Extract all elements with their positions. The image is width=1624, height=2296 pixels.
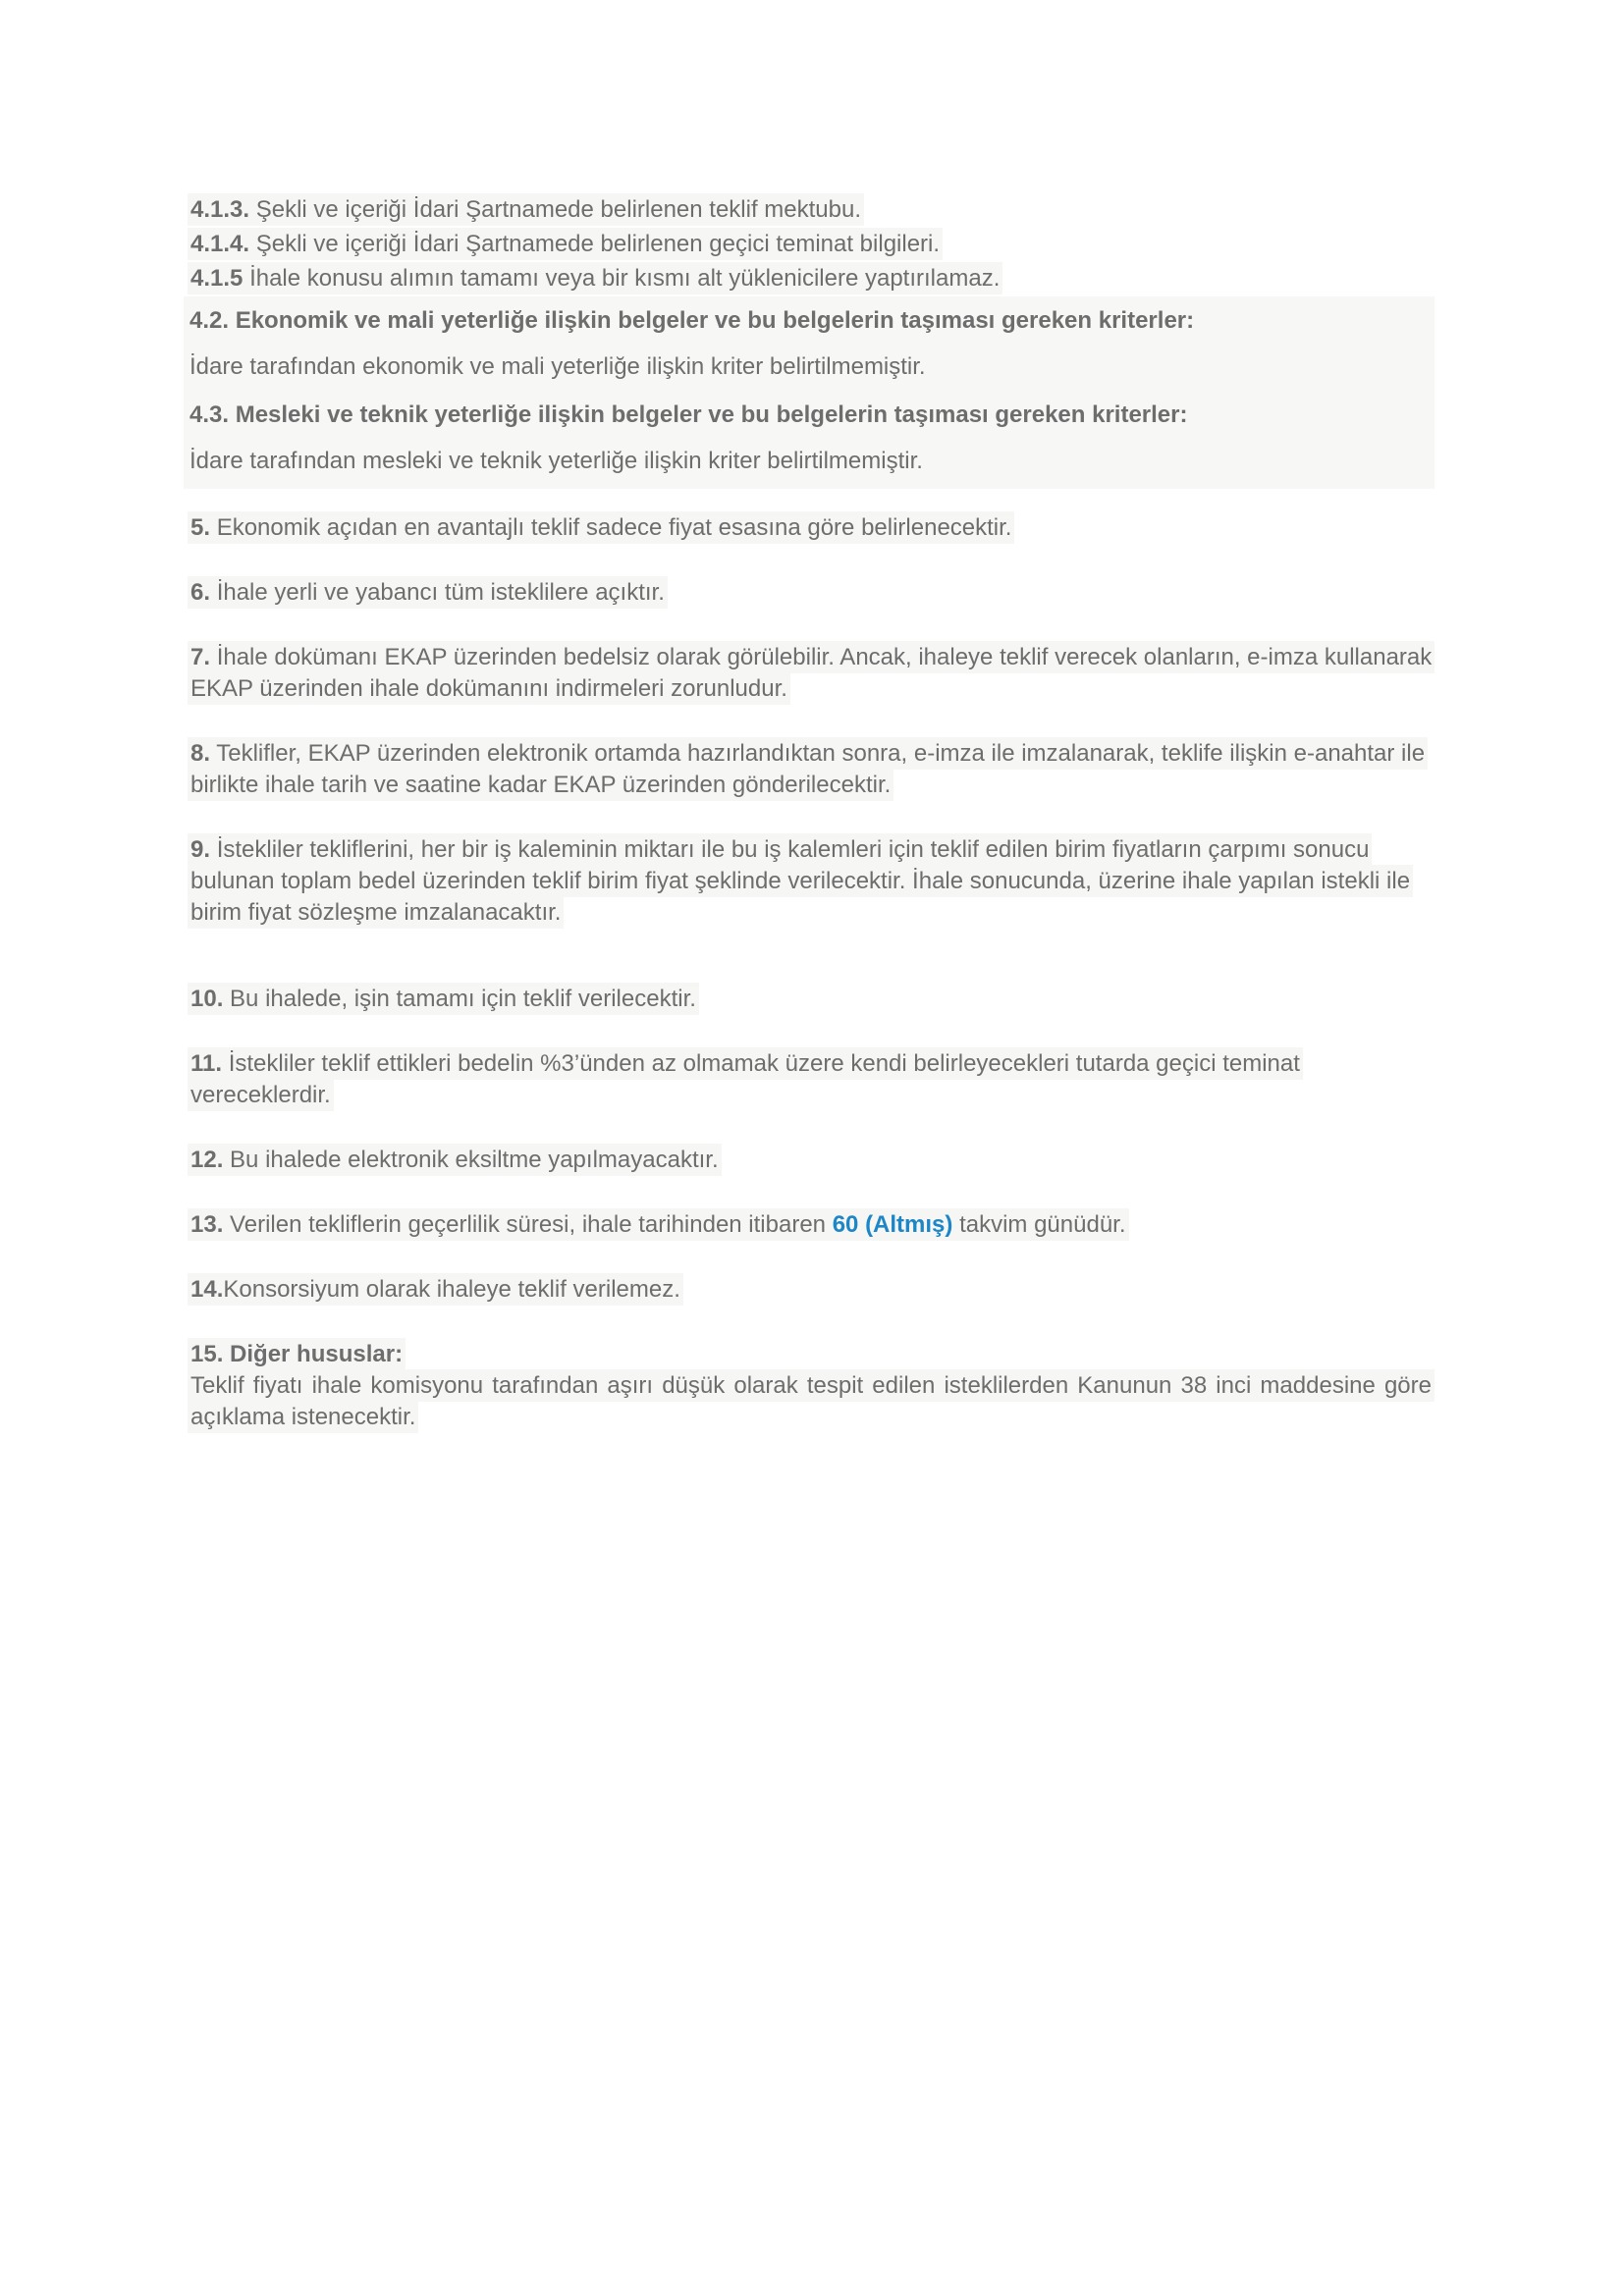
- paragraph-number: 8.: [190, 740, 211, 767]
- paragraph-number: 6.: [190, 579, 211, 606]
- paragraph-number: 10.: [190, 986, 224, 1012]
- paragraph-text: İhale yerli ve yabancı tüm isteklilere açıktır.: [216, 579, 665, 606]
- paragraph-number: 14.: [190, 1276, 224, 1303]
- heading-4-3: 4.3. Mesleki ve teknik yeterliğe ilişkin belgeler ve bu belgelerin taşıması gereken kriterler:: [189, 401, 1188, 428]
- body-4-3: İdare tarafından mesleki ve teknik yeterliğe ilişkin kriter belirtilmemiştir.: [189, 448, 923, 474]
- paragraph-text: takvim günüdür.: [959, 1211, 1126, 1238]
- paragraph-number: 11.: [190, 1050, 223, 1077]
- other-issues-body: Teklif fiyatı ihale komisyonu tarafından aşırı düşük olarak tespit edilen isteklilerden Kanunun 38 inci maddesine göre açıklama istenecektir.: [188, 1370, 1435, 1433]
- paragraph-text: İhale dokümanı EKAP üzerinden bedelsiz olarak görülebilir. Ancak, ihaleye teklif verecek olanların, e-imza kullanarak EKAP üzerinden ihale dokümanını indirmeleri zorunludur.: [190, 644, 1433, 702]
- document-content: [188, 192, 1435, 1467]
- paragraph-10: [188, 984, 1435, 1015]
- clause-4-1-5: [188, 261, 1435, 295]
- other-issues-heading: 15. Diğer hususlar:: [188, 1339, 1435, 1370]
- paragraph-7: [188, 642, 1435, 705]
- clause-text: Şekli ve içeriği İdari Şartnamede belirlenen teklif mektubu.: [255, 196, 862, 223]
- paragraph-number: 5.: [190, 514, 211, 541]
- paragraph-14: [188, 1274, 1435, 1306]
- heading-4-2: 4.2. Ekonomik ve mali yeterliğe ilişkin belgeler ve bu belgelerin taşıması gereken kriterler:: [189, 307, 1195, 334]
- paragraph-12: [188, 1145, 1435, 1176]
- clause-group-4-1: [188, 192, 1435, 295]
- paragraph-9: [188, 834, 1435, 929]
- body-4-2: İdare tarafından ekonomik ve mali yeterliğe ilişkin kriter belirtilmemiştir.: [189, 353, 926, 380]
- paragraph-text: Verilen tekliflerin geçerlilik süresi, ihale tarihinden itibaren: [230, 1211, 827, 1238]
- paragraph-number: 12.: [190, 1147, 224, 1173]
- clause-number: 4.1.4.: [190, 231, 250, 257]
- clause-text: İhale konusu alımın tamamı veya bir kısmı alt yüklenicilere yaptırılamaz.: [249, 265, 1001, 292]
- clause-number: 4.1.3.: [190, 196, 250, 223]
- clause-text: Şekli ve içeriği İdari Şartnamede belirlenen geçici teminat bilgileri.: [255, 231, 941, 257]
- paragraph-5: [188, 512, 1435, 544]
- paragraph-text: İstekliler tekliflerini, her bir iş kaleminin miktarı ile bu iş kalemleri için teklif edilen birim fiyatların çarpımı sonucu bulunan toplam bedel üzerinden teklif birim fiyat şeklinde verilecektir. İhale sonucunda, üzerine ihale yapılan istekli ile birim fiyat sözleşme imzalanacaktır.: [190, 836, 1411, 926]
- clause-4-1-4: [188, 227, 1435, 261]
- paragraph-number: 7.: [190, 644, 211, 670]
- paragraph-13: [188, 1209, 1435, 1241]
- paragraph-11: [188, 1048, 1435, 1111]
- clause-number: 4.1.5: [190, 265, 244, 292]
- paragraph-8: [188, 738, 1435, 801]
- paragraph-text: Bu ihalede elektronik eksiltme yapılmayacaktır.: [230, 1147, 719, 1173]
- criteria-block: [184, 296, 1435, 489]
- paragraph-number: 9.: [190, 836, 211, 863]
- clause-4-1-3: [188, 192, 1435, 227]
- paragraph-text: Konsorsiyum olarak ihaleye teklif verilemez.: [223, 1276, 680, 1303]
- paragraph-15: [188, 1339, 1435, 1433]
- paragraph-text: İstekliler teklif ettikleri bedelin %3’ünden az olmamak üzere kendi belirleyecekleri tutarda geçici teminat vereceklerdir.: [190, 1050, 1300, 1108]
- paragraph-text: Ekonomik açıdan en avantajlı teklif sadece fiyat esasına göre belirlenecektir.: [216, 514, 1012, 541]
- validity-period-value: 60 (Altmış): [832, 1211, 953, 1238]
- paragraph-text: Bu ihalede, işin tamamı için teklif verilecektir.: [230, 986, 696, 1012]
- paragraph-number: 13.: [190, 1211, 224, 1238]
- paragraph-6: [188, 577, 1435, 609]
- paragraph-text: Teklifler, EKAP üzerinden elektronik ortamda hazırlandıktan sonra, e-imza ile imzalanarak, teklife ilişkin e-anahtar ile birlikte ihale tarih ve saatine kadar EKAP üzerinden gönderilecektir.: [190, 740, 1426, 798]
